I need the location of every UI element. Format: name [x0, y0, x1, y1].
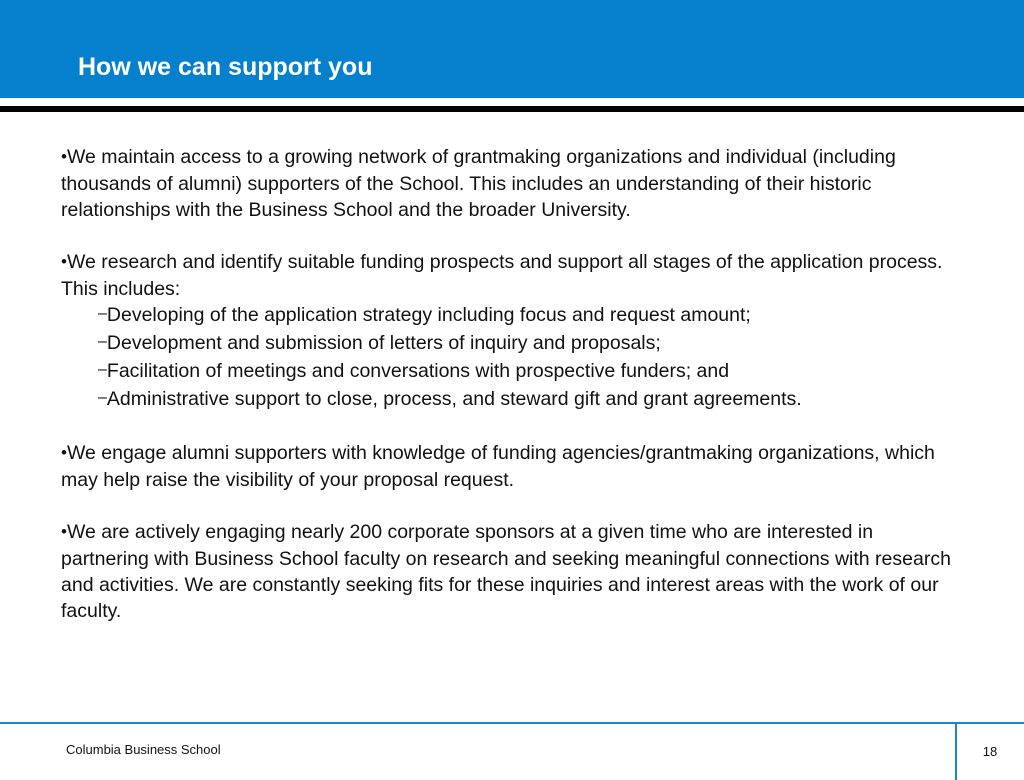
slide-title: How we can support you	[78, 53, 373, 81]
sub-bullet-list	[61, 302, 961, 414]
sub-bullet-admin-support	[61, 386, 961, 414]
bullet-network-access	[61, 144, 961, 223]
header-gap	[0, 98, 1024, 106]
sub-bullet-marker: –	[98, 333, 107, 350]
bullet-alumni-engagement	[61, 440, 961, 493]
header-rule	[0, 106, 1024, 112]
bullet-marker: •	[61, 443, 67, 462]
bullet-research-prospects	[61, 249, 961, 414]
sub-bullet-marker: –	[98, 305, 107, 322]
sub-bullet-proposals	[61, 330, 961, 358]
footer-divider	[955, 724, 957, 780]
bullet-marker: •	[61, 252, 67, 271]
sub-bullet-text: Administrative support to close, process, and steward gift and grant agreements.	[106, 388, 802, 410]
header-band	[0, 0, 1024, 98]
bullet-text: We engage alumni supporters with knowledge of funding agencies/grantmaking organizations, which may help raise the visibility of your proposal request.	[61, 442, 935, 491]
bullet-text: We are actively engaging nearly 200 corporate sponsors at a given time who are interested in partnering with Business School faculty on research and seeking meaningful connections with research and activities. We are constantly seeking fits for these inquiries and interest areas with the work of our faculty.	[61, 521, 951, 622]
bullet-text: We maintain access to a growing network of grantmaking organizations and individual (including thousands of alumni) supporters of the School. This includes an understanding of their historic relationships with the Business School and the broader University.	[61, 146, 896, 221]
sub-bullet-marker: –	[98, 361, 107, 378]
sub-bullet-text: Facilitation of meetings and conversations with prospective funders; and	[106, 360, 730, 382]
page-number: 18	[982, 744, 998, 759]
sub-bullet-text: Development and submission of letters of inquiry and proposals;	[106, 332, 661, 354]
sub-bullet-text: Developing of the application strategy including focus and request amount;	[106, 304, 751, 326]
footer-rule	[0, 722, 1024, 724]
footer-organization: Columbia Business School	[66, 742, 221, 757]
sub-bullet-marker: –	[98, 389, 107, 406]
bullet-marker: •	[61, 147, 67, 166]
sub-bullet-meetings	[61, 358, 961, 386]
sub-bullet-strategy	[61, 302, 961, 330]
slide-body	[61, 144, 961, 624]
bullet-marker: •	[61, 522, 67, 541]
bullet-corporate-sponsors	[61, 519, 961, 624]
bullet-text: We research and identify suitable funding prospects and support all stages of the application process. This includes:	[61, 251, 943, 300]
